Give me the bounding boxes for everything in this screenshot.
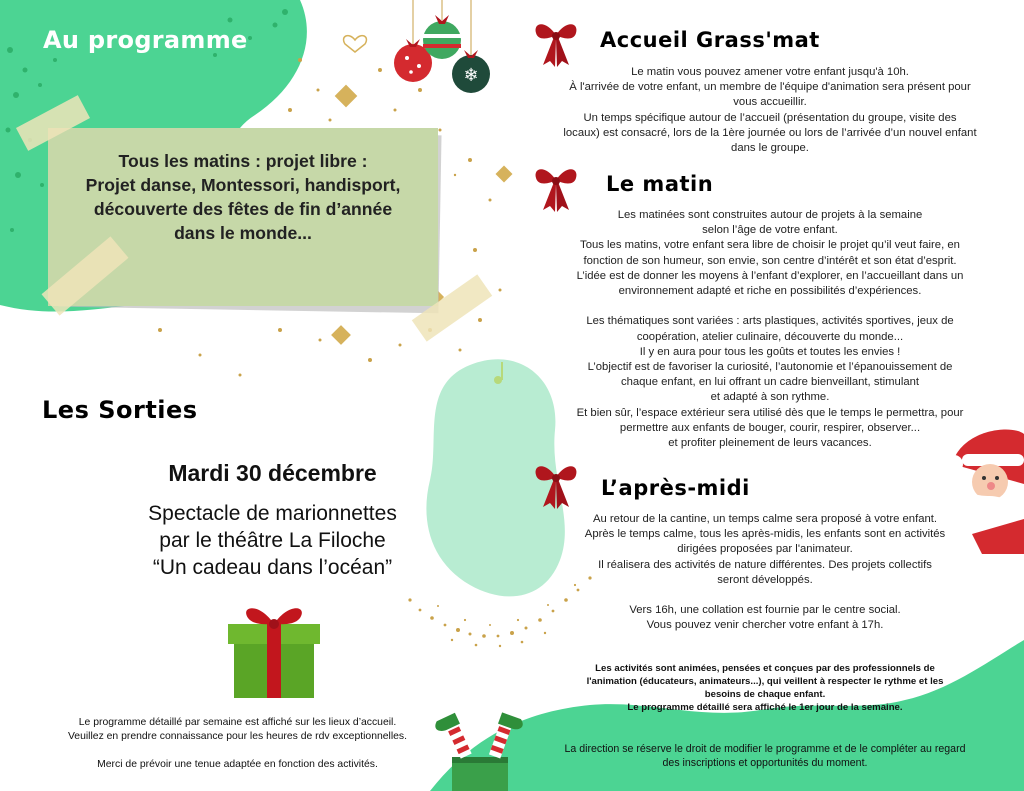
section-title-apres-midi: L’après-midi bbox=[601, 476, 750, 500]
gift-icon bbox=[224, 600, 324, 700]
svg-text:❄: ❄ bbox=[463, 65, 479, 86]
body-line: dirigées proposées par l'animateur. bbox=[677, 543, 853, 556]
section-body-accueil bbox=[515, 65, 1024, 156]
staff-note-line: besoins de chaque enfant. bbox=[704, 689, 826, 700]
body-line: Il y en aura pour tous les goûts et toutes les envies ! bbox=[639, 345, 901, 358]
staff-note-line: Le programme détaillé sera affiché le 1er jour de la semaine. bbox=[627, 702, 903, 713]
body-line: chaque enfant, en lui offrant un cadre bienveillant, stimulant bbox=[620, 376, 920, 389]
body-line: seront développés. bbox=[717, 573, 813, 586]
gold-diamond bbox=[335, 85, 358, 108]
section-title-matin: Le matin bbox=[606, 172, 714, 196]
body-line: Au retour de la cantine, un temps calme sera proposé à votre enfant. bbox=[592, 513, 938, 525]
outing-date: Mardi 30 décembre bbox=[168, 460, 377, 486]
body-line: L’objectif est de favoriser la curiosité, l’autonomie et l’épanouissement de bbox=[587, 361, 953, 374]
card-line: Projet danse, Montessori, handisport, bbox=[85, 175, 401, 195]
body-line: selon l’âge de votre enfant. bbox=[702, 224, 838, 237]
heart-icon bbox=[344, 36, 367, 52]
body-line: fonction de son humeur, son envie, son centre d’intérêt et son état d’esprit. bbox=[583, 254, 957, 267]
body-line: environnement adapté et riche en possibilités d’expériences. bbox=[618, 285, 922, 298]
footer-note-line: Veuillez en prendre connaissance pour les heures de rdv exceptionnelles. bbox=[67, 731, 408, 742]
gold-diamond bbox=[496, 166, 513, 183]
card-line: dans le monde... bbox=[174, 223, 312, 243]
footer-note-line bbox=[20, 744, 455, 758]
body-line: et adapté à son rythme. bbox=[710, 391, 830, 404]
card-line: Tous les matins : projet libre : bbox=[118, 151, 368, 171]
body-line bbox=[515, 588, 1015, 603]
morning-card-text bbox=[58, 149, 428, 245]
gold-diamond bbox=[331, 325, 351, 345]
body-line: coopération, atelier culinaire, découverte du monde... bbox=[636, 330, 904, 343]
body-line: Un temps spécifique autour de l’accueil (présentation du groupe, visite des bbox=[583, 111, 957, 124]
body-line: Le matin vous pouvez amener votre enfant jusqu'à 10h. bbox=[631, 66, 909, 78]
outing-line: Spectacle de marionnettes bbox=[148, 502, 397, 525]
elf-legs-icon bbox=[430, 709, 530, 791]
bow-icon bbox=[533, 461, 579, 509]
bow-icon bbox=[533, 19, 579, 67]
body-line: Les matinées sont construites autour de projets à la semaine bbox=[617, 209, 923, 221]
outing-line: par le théâtre La Filoche bbox=[159, 529, 386, 552]
body-line: À l'arrivée de votre enfant, un membre de l'équipe d'animation sera présent pour bbox=[569, 81, 971, 94]
body-line: L’idée est de donner les moyens à l’enfant d’explorer, en l’accueillant dans un bbox=[576, 269, 964, 282]
body-line: Vers 16h, une collation est fournie par le centre social. bbox=[629, 604, 901, 617]
body-line: Et bien sûr, l’espace extérieur sera utilisé dès que le temps le permettra, pour bbox=[576, 406, 964, 419]
body-line: Tous les matins, votre enfant sera libre de choisir le projet qu’il veut faire, en bbox=[580, 239, 960, 252]
section-body-matin bbox=[515, 208, 1024, 451]
ornament-icon bbox=[385, 0, 495, 100]
body-line: Il réalisera des activités de nature différentes. Des projets collectifs bbox=[598, 558, 932, 571]
program-title: Au programme bbox=[43, 26, 248, 54]
body-line: Les thématiques sont variées : arts plastiques, activités sportives, jeux de bbox=[586, 315, 954, 328]
card-line: découverte des fêtes de fin d’année bbox=[93, 199, 393, 219]
direction-note-line: La direction se réserve le droit de modifier le programme et de le compléter au regard bbox=[564, 743, 966, 755]
outing-description bbox=[95, 500, 450, 581]
body-line: vous accueillir. bbox=[733, 96, 807, 109]
staff-note bbox=[530, 662, 1000, 714]
outings-title: Les Sorties bbox=[42, 396, 198, 424]
body-line: Après le temps calme, tous les après-midis, les enfants sont en activités bbox=[584, 528, 946, 541]
direction-note-line: des inscriptions et opportunités du moment. bbox=[662, 757, 868, 769]
bow-icon bbox=[533, 164, 579, 212]
body-line: dans le groupe. bbox=[731, 142, 809, 155]
body-line bbox=[515, 299, 1024, 314]
body-line: Vous pouvez venir chercher votre enfant à 17h. bbox=[646, 619, 884, 632]
footer-note-line: Le programme détaillé par semaine est affiché sur les lieux d’accueil. bbox=[78, 717, 397, 728]
footer-note-line: Merci de prévoir une tenue adaptée en fonction des activités. bbox=[97, 759, 378, 770]
left-footer-notes bbox=[20, 716, 455, 772]
body-line: locaux) est consacré, lors de la 1ère journée ou lors de l’arrivée d’un nouvel enfant bbox=[563, 126, 977, 139]
body-line: permettre aux enfants de bouger, courir, respirer, observer... bbox=[619, 421, 921, 434]
body-line: et profiter pleinement de leurs vacances. bbox=[668, 437, 872, 450]
outing-line: “Un cadeau dans l’océan” bbox=[152, 556, 393, 579]
section-body-apres-midi bbox=[515, 512, 1015, 634]
staff-note-line: Les activités sont animées, pensées et conçues par des professionnels de bbox=[595, 663, 935, 674]
direction-note bbox=[520, 742, 1010, 770]
staff-note-line: l'animation (éducateurs, animateurs...), qui veillent à respecter le rythme et les bbox=[586, 676, 944, 687]
section-title-accueil: Accueil Grass'mat bbox=[600, 28, 820, 52]
